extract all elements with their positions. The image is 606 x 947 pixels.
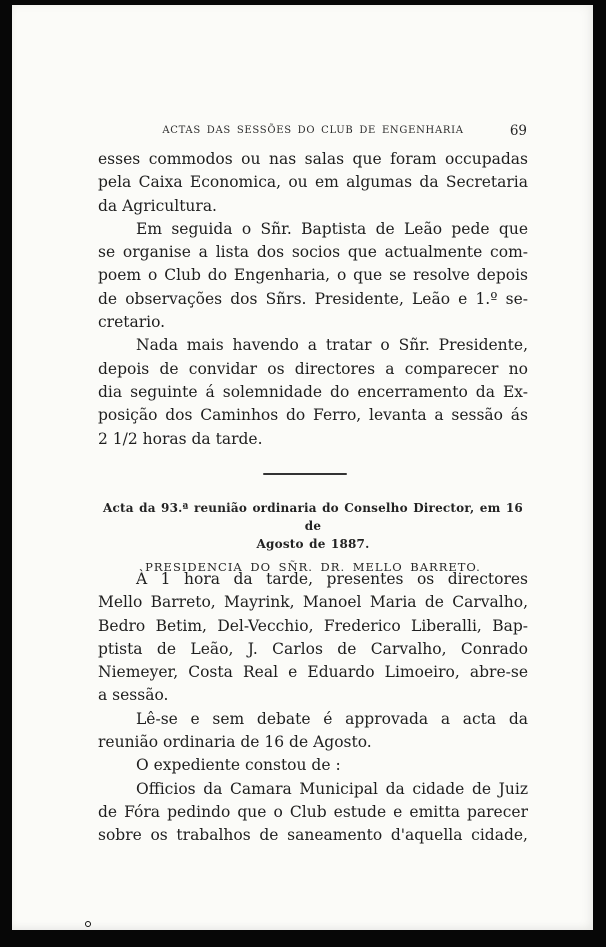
text-line: de observações dos Sñrs. Presidente, Leão e 1.º se-	[98, 289, 528, 308]
text-line: ptista de Leão, J. Carlos de Carvalho, Conrado	[98, 639, 528, 658]
page-header	[98, 123, 528, 139]
acta-heading-block	[98, 499, 528, 575]
acta-title-line: Acta da 93.ª reunião ordinaria do Conselho Director, em 16 de	[103, 501, 523, 533]
text-line: Niemeyer, Costa Real e Eduardo Limoeiro, abre-se	[98, 663, 528, 682]
text-line: À 1 hora da tarde, presentes os directores	[136, 570, 528, 588]
text-line: 2 1/2 horas da tarde.	[98, 429, 263, 448]
text-line: Nada mais havendo a tratar o Sñr. Presidente,	[136, 336, 528, 355]
text-line: Lê-se e sem debate é approvada a acta da	[136, 709, 528, 728]
running-title: ACTAS DAS SESSÕES DO CLUB DE ENGENHARIA	[162, 125, 464, 136]
text-line: de Fóra pedindo que o Club estude e emitta parecer	[98, 802, 528, 821]
acta-text-block	[98, 568, 528, 848]
text-line: O expediente constou de :	[136, 756, 341, 775]
paragraph	[98, 148, 528, 218]
paragraph	[98, 778, 528, 848]
text-line: poem o Club do Engenharia, o que se resolve depois	[98, 266, 528, 285]
text-line: depois de convidar os directores a comparecer no	[98, 359, 528, 378]
presidency-line: PRESIDENCIA DO SÑR. DR. MELLO BARRETO.	[145, 560, 481, 574]
paragraph	[98, 334, 528, 450]
text-line: se organise a lista dos socios que actualmente com-	[98, 243, 528, 262]
paragraph	[98, 568, 528, 708]
text-line: pela Caixa Economica, ou em algumas da Secretaria	[98, 173, 528, 192]
acta-title-line: Agosto de 1887.	[256, 537, 370, 551]
paper-sheet	[12, 5, 593, 930]
text-line: dia seguinte á solemnidade do encerramento da Ex-	[98, 382, 528, 401]
text-line: reunião ordinaria de 16 de Agosto.	[98, 733, 372, 752]
text-line: cretario.	[98, 313, 166, 332]
paragraph	[98, 754, 528, 777]
ink-speck	[85, 921, 91, 927]
text-line: sobre os trabalhos de saneamento d'aquella cidade,	[98, 826, 528, 845]
text-line: posição dos Caminhos do Ferro, levanta a sessão ás	[98, 406, 528, 425]
section-divider	[263, 473, 347, 475]
page-number: 69	[509, 123, 527, 139]
text-line: Em seguida o Sñr. Baptista de Leão pede que	[136, 219, 528, 238]
text-line: Mello Barreto, Mayrink, Manoel Maria de Carvalho,	[98, 593, 528, 612]
main-text-block	[98, 148, 528, 451]
text-line: da Agricultura.	[98, 196, 217, 215]
paragraph	[98, 218, 528, 334]
text-line: a sessão.	[98, 686, 169, 705]
text-line: Bedro Betim, Del-Vecchio, Frederico Liberalli, Bap-	[98, 616, 528, 635]
paragraph	[98, 708, 528, 755]
text-line: Officios da Camara Municipal da cidade de Juiz	[136, 779, 528, 798]
text-line: esses commodos ou nas salas que foram occupadas	[98, 150, 528, 168]
